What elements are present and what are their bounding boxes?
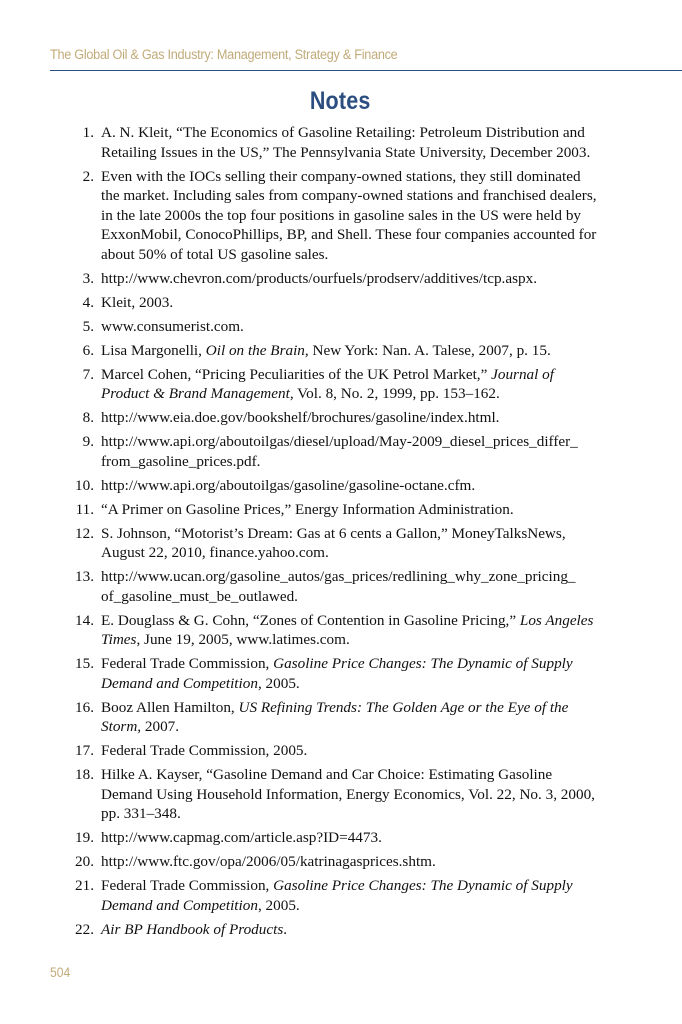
note-item (0, 500, 601, 520)
note-text-segment: Federal Trade Commission, (101, 877, 274, 894)
note-item (0, 765, 601, 824)
note-text-segment: , 2007. (137, 718, 180, 735)
note-number: 8. (82, 409, 94, 426)
note-text-segment: Lisa Margonelli, (101, 341, 206, 359)
note-text (101, 568, 576, 605)
note-item (0, 476, 601, 496)
note-text (101, 742, 307, 759)
note-text-segment: , June 19, 2005, www.latimes.com. (136, 631, 350, 648)
note-item (0, 167, 601, 265)
note-item (0, 432, 601, 471)
note-number: 16. (75, 698, 94, 716)
note-text-segment: Hilke A. Kayser, “Gasoline Demand and Car Choice: Estimating Gasoline Demand Using Household Information, Energy Economics, Vol. 22, No. 3, 2000, pp. 331–348. (101, 766, 595, 822)
note-text-segment: http://www.chevron.com/products/ourfuels/prodserv/additives/tcp.aspx. (101, 269, 537, 287)
page-number: 504 (50, 965, 71, 980)
note-number: 4. (82, 293, 94, 311)
note-text (101, 829, 382, 846)
running-head: The Global Oil & Gas Industry: Management, Strategy & Finance (50, 47, 398, 62)
note-text (101, 342, 551, 359)
note-item (0, 123, 601, 162)
note-text-segment: Kleit, 2003. (101, 293, 174, 311)
note-text-segment: Even with the IOCs selling their company-owned stations, they still dominated the market. Including sales from company-owned stations and franchised dealers, in the late 2000s the top four positions in gasoline sales in the US were held by ExxonMobil, ConocoPhillips, BP, and Shell. These four companies accounted for about 50% of total US gasoline sales. (101, 167, 597, 263)
note-number: 18. (75, 766, 94, 783)
note-text (101, 921, 287, 938)
note-text (101, 853, 436, 870)
note-number: 14. (75, 611, 94, 629)
header-rule (50, 70, 682, 71)
note-text-segment: http://www.eia.doe.gov/bookshelf/brochures/gasoline/index.html. (101, 409, 500, 426)
note-number: 1. (82, 124, 94, 141)
note-number: 2. (82, 167, 94, 185)
note-item (0, 408, 601, 428)
note-title-italic: Gasoline Price Changes: The Dynamic of Supply Demand and Competition (101, 655, 573, 692)
note-number: 13. (75, 568, 94, 585)
note-number: 3. (82, 269, 94, 287)
note-number: 12. (75, 524, 94, 542)
note-text (101, 766, 595, 822)
note-number: 6. (82, 341, 94, 359)
note-number: 22. (75, 920, 94, 938)
note-text (101, 477, 475, 494)
note-text-segment: http://www.ftc.gov/opa/2006/05/katrinagasprices.shtm. (101, 853, 436, 870)
note-text (101, 168, 597, 263)
note-number: 11. (75, 500, 94, 518)
note-text-segment: S. Johnson, “Motorist’s Dream: Gas at 6 cents a Gallon,” MoneyTalksNews, August 22, 2010, finance.yahoo.com. (101, 524, 566, 561)
note-text-segment: http://www.ucan.org/gasoline_autos/gas_prices/redlining_why_zone_pricing_ of_gasoline_must_be_outlawed. (101, 568, 576, 605)
note-text (101, 294, 173, 311)
note-text-segment: http://www.api.org/aboutoilgas/diesel/upload/May-2009_diesel_prices_differ_ from_gasoline_prices.pdf. (101, 433, 578, 470)
note-text-segment: . (283, 920, 288, 938)
note-text-segment: Federal Trade Commission, (101, 655, 274, 672)
note-number: 15. (75, 655, 94, 672)
note-text (101, 124, 590, 161)
note-text-segment: http://www.api.org/aboutoilgas/gasoline/gasoline-octane.cfm. (101, 476, 476, 494)
note-text-segment: A. N. Kleit, “The Economics of Gasoline Retailing: Petroleum Distribution and Retailing Issues in the US,” The Pennsylvania State University, December 2003. (101, 124, 591, 161)
note-text (101, 525, 566, 562)
note-item (0, 876, 601, 915)
note-number: 7. (82, 365, 94, 383)
note-text (101, 877, 573, 914)
note-number: 17. (75, 742, 94, 759)
note-text-segment: Federal Trade Commission, 2005. (101, 742, 308, 759)
note-text (101, 409, 499, 426)
note-text-segment: Booz Allen Hamilton, (101, 698, 239, 716)
note-title-italic: Oil on the Brain (205, 341, 305, 359)
note-title-italic: Air BP Handbook of Products (101, 920, 284, 938)
note-text (101, 366, 554, 403)
note-text (101, 270, 537, 287)
note-item (0, 741, 601, 761)
note-text (101, 655, 573, 692)
note-text-segment: , 2005. (257, 674, 300, 692)
note-item (0, 317, 601, 337)
note-text-segment: , 2005. (257, 896, 300, 914)
note-number: 20. (75, 853, 94, 870)
note-title-italic: Los Angeles Times (101, 611, 594, 648)
note-text (101, 699, 568, 736)
note-item (0, 828, 601, 848)
note-text-segment: E. Douglass & G. Cohn, “Zones of Contention in Gasoline Pricing,” (101, 611, 520, 629)
note-item (0, 920, 601, 940)
note-text-segment: Marcel Cohen, “Pricing Peculiarities of the UK Petrol Market,” (101, 365, 492, 383)
notes-list (0, 123, 682, 944)
note-text-segment: “A Primer on Gasoline Prices,” Energy Information Administration. (101, 500, 514, 518)
note-number: 21. (75, 877, 94, 894)
note-text (101, 501, 514, 518)
note-text (101, 612, 593, 649)
note-title-italic: Gasoline Price Changes: The Dynamic of Supply Demand and Competition (101, 877, 573, 914)
note-number: 9. (82, 433, 94, 450)
note-text (101, 318, 244, 335)
note-item (0, 293, 601, 313)
note-title-italic: Journal of Product & Brand Management (101, 365, 554, 402)
note-title-italic: US Refining Trends: The Golden Age or the Eye of the Storm (101, 698, 569, 735)
note-item (0, 654, 601, 693)
note-item (0, 852, 601, 872)
note-text-segment: http://www.capmag.com/article.asp?ID=4473. (101, 829, 382, 846)
note-item (0, 567, 601, 606)
note-number: 10. (75, 476, 94, 494)
note-item (0, 698, 601, 737)
note-item (0, 365, 601, 404)
note-item (0, 341, 601, 361)
note-item (0, 269, 601, 289)
note-text-segment: , Vol. 8, No. 2, 1999, pp. 153–162. (289, 385, 500, 402)
note-text-segment: www.consumerist.com. (101, 317, 244, 335)
note-number: 5. (82, 317, 94, 335)
note-item (0, 524, 601, 563)
note-text (101, 433, 578, 470)
note-text-segment: , New York: Nan. A. Talese, 2007, p. 15. (304, 341, 551, 359)
note-number: 19. (75, 829, 94, 846)
note-item (0, 611, 601, 650)
page-title: Notes (309, 87, 371, 115)
